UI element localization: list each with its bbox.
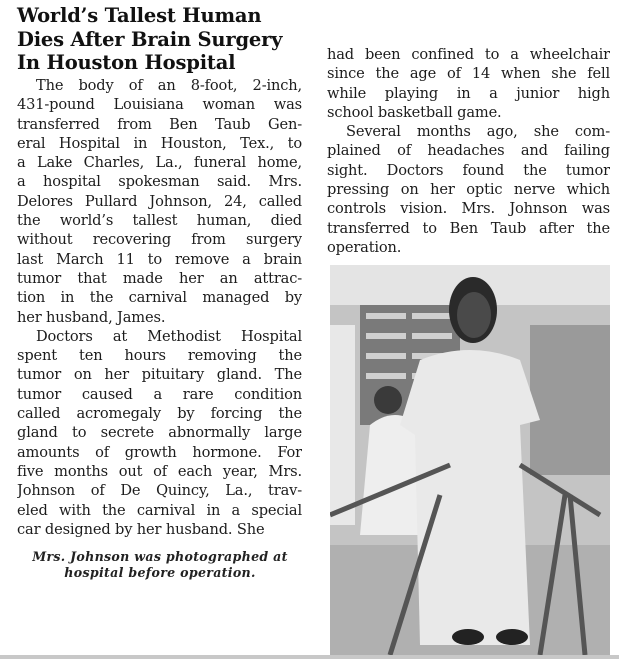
text-line: pressing on her optic nerve which <box>327 181 610 199</box>
text-line: school basketball game. <box>327 103 502 121</box>
text-line: 431-pound Louisiana woman was <box>17 96 302 114</box>
text-line: while playing in a junior high <box>327 84 610 102</box>
headline-line: In Houston Hospital <box>17 51 236 74</box>
text-line: plained of headaches and failing <box>327 142 610 160</box>
article-photo <box>330 265 610 655</box>
text-line: without recovering from surgery <box>17 231 302 249</box>
text-line: Johnson of De Quincy, La., trav- <box>17 482 302 500</box>
text-line: Delores Pullard Johnson, 24, called <box>17 192 302 210</box>
text-line: amounts of growth hormone. For <box>17 443 302 461</box>
article-headline <box>17 4 307 75</box>
article-body-right-column <box>327 45 610 257</box>
text-line: a Lake Charles, La., funeral home, <box>17 154 302 172</box>
text-line: eral Hospital in Houston, Tex., to <box>17 134 302 152</box>
text-line: tumor on her pituitary gland. The <box>17 366 302 384</box>
text-line: called acromegaly by forcing the <box>17 405 302 423</box>
text-line: eled with the carnival in a special <box>17 501 302 519</box>
text-line: operation. <box>327 238 402 256</box>
text-line: Several months ago, she com- <box>346 123 610 141</box>
headline-line: World’s Tallest Human <box>17 4 262 27</box>
text-line: gland to secrete abnormally large <box>17 424 302 442</box>
caption-line: hospital before operation. <box>64 565 256 580</box>
text-line: tumor that made her an attrac- <box>17 269 302 287</box>
article-body-left-column <box>17 76 302 539</box>
text-line: spent ten hours removing the <box>17 347 302 365</box>
caption-line: Mrs. Johnson was photographed at <box>32 549 288 564</box>
text-line: five months out of each year, Mrs. <box>17 462 302 480</box>
headline-line: Dies After Brain Surgery <box>17 27 283 51</box>
text-line: tion in the carnival managed by <box>17 289 302 307</box>
text-line: tumor caused a rare condition <box>17 385 302 403</box>
text-line: last March 11 to remove a brain <box>17 250 302 268</box>
text-line: The body of an 8-foot, 2-inch, <box>36 77 302 94</box>
text-line: car designed by her husband. She <box>17 520 265 538</box>
text-line: the world’s tallest human, died <box>17 212 302 230</box>
text-line: controls vision. Mrs. Johnson was <box>327 200 610 218</box>
text-line: a hospital spokesman said. Mrs. <box>17 173 302 191</box>
page-bottom-border <box>0 655 619 659</box>
text-line: transferred to Ben Taub after the <box>327 219 610 237</box>
photo-illustration <box>330 265 610 655</box>
text-line: had been confined to a wheelchair <box>327 46 610 63</box>
text-line: her husband, James. <box>17 308 166 326</box>
photo-caption <box>17 549 303 581</box>
text-line: Doctors at Methodist Hospital <box>36 327 302 345</box>
text-line: transferred from Ben Taub Gen- <box>17 115 302 133</box>
text-line: since the age of 14 when she fell <box>327 65 610 83</box>
text-line: sight. Doctors found the tumor <box>327 161 610 179</box>
